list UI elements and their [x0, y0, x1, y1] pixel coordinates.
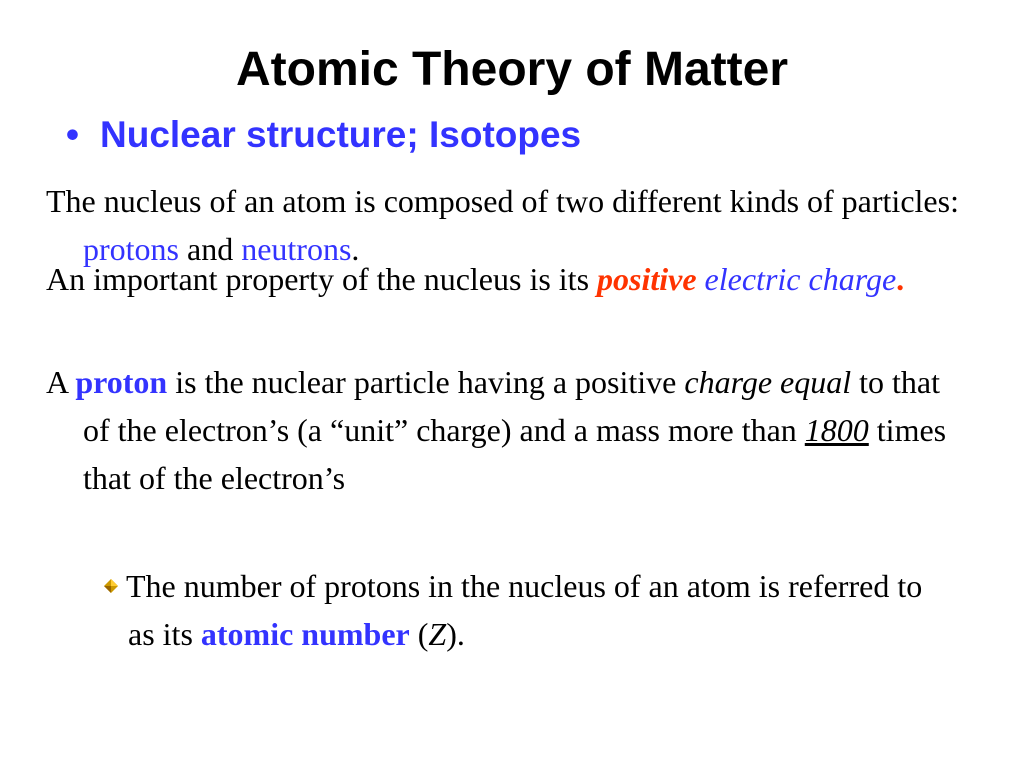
- paragraph-nucleus-charge: [46, 255, 963, 303]
- proton-term: proton: [75, 364, 168, 400]
- para3-mid2: to that of the electron’s (a “unit” charge) and a mass more than: [83, 364, 941, 448]
- number-1800: 1800: [804, 412, 869, 448]
- para2-space: [697, 261, 705, 297]
- subtitle-bullet-line: [66, 112, 581, 158]
- protons-term: protons: [83, 231, 179, 267]
- para2-lead: An important property of the nucleus is its: [46, 261, 598, 297]
- electric-charge-term: electric charge: [704, 261, 897, 297]
- sub-open: (: [409, 616, 429, 652]
- para3-mid1: is the nuclear particle having a positive: [167, 364, 685, 400]
- para1-end: .: [351, 231, 360, 267]
- para1-and: and: [179, 231, 242, 267]
- sub-bullet-atomic-number: [104, 562, 928, 658]
- para2-dot: .: [896, 261, 905, 297]
- subtitle-text: Nuclear structure; Isotopes: [100, 114, 582, 155]
- diamond-bullet-icon: [104, 579, 118, 593]
- positive-term: positive: [597, 261, 697, 297]
- z-symbol: Z: [428, 616, 447, 652]
- sub-lead: The number of protons in the nucleus of an atom is referred to as its: [126, 568, 923, 652]
- charge-equal-term: charge equal: [684, 364, 852, 400]
- sub-close: ).: [446, 616, 465, 652]
- para3-a: A: [46, 364, 76, 400]
- slide-title: Atomic Theory of Matter: [235, 43, 789, 96]
- neutrons-term: neutrons: [241, 231, 352, 267]
- atomic-number-term: atomic number: [200, 616, 410, 652]
- para3-end: times that of the electron’s: [83, 412, 947, 496]
- bullet-icon: •: [66, 114, 79, 155]
- para1-lead: The nucleus of an atom is composed of two different kinds of particles:: [46, 183, 959, 219]
- paragraph-proton-definition: [46, 358, 963, 502]
